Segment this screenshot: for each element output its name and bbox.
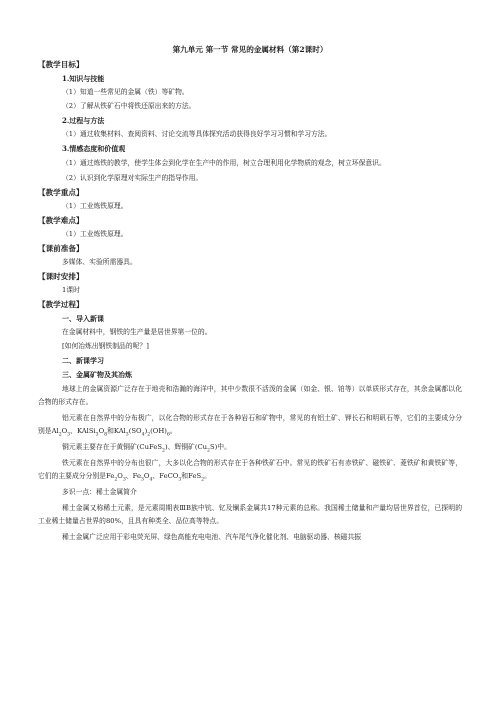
- paragraph-rare-earth-intro: 稀土金属又称稀土元素，是元素周期表ⅢB族中钪、钇及镧系金属共17种元素的总称。我国稀土储量和产量均居世界首位，已探明的工业稀土储量占世界的80%，且具有种类全、品位高等特点。: [38, 504, 462, 525]
- goals-s3-item-1: （1）通过炼铁的教学，使学生体会到化学在生产中的作用，树立合理利用化学物质的观念，树立环保意识。: [62, 159, 386, 167]
- paragraph-copper: 铜元素主要存在于黄铜矿(CuFeS$_2$)、辉铜矿$(Cu_2S)$中。: [62, 443, 231, 454]
- formula-cufes2: (CuFeS$_2$): [136, 443, 168, 454]
- part1-title: 一、导入新课: [62, 314, 104, 323]
- difficult-item: （1）工业炼铁原理。: [62, 230, 128, 238]
- paragraph-aluminium: 铝元素在自然界中的分布极广，以化合物的形式存在于各种岩石和矿物中，常见的有铝土矿、钾长石和明矾石等，它们的主要成分分别是$Al_2O_3$、$KAlSi_3O_8$和$KAl_3(SO_4)_2(OH)_6$。: [38, 414, 462, 438]
- formula-feco3: FeCO$_3$: [159, 472, 182, 483]
- document: [38, 44, 462, 547]
- formula-alunite: $KAl_3(SO_4)_2(OH)_6$: [113, 427, 170, 438]
- part3-title: 三、金属矿物及其冶炼: [62, 370, 132, 379]
- paragraph-metal-resources: 地球上的金属资源广泛存在于地壳和浩瀚的海洋中，其中少数很不活泼的金属（如金、银、铂等）以单质形式存在，其余金属都以化合物的形式存在。: [38, 385, 462, 406]
- goals-heading: 【教学目标】: [38, 60, 84, 69]
- prep-item: 多媒体、实验所需器具。: [62, 258, 137, 266]
- difficult-heading: 【教学难点】: [38, 216, 84, 225]
- schedule-heading: 【课时安排】: [38, 272, 84, 281]
- formula-fes2: FeS$_2$: [188, 472, 205, 483]
- part1-line-1: 在金属材料中，钢铁的生产量是居世界第一位的。: [62, 328, 212, 336]
- formula-fe3o4: $Fe_3O_4$: [132, 472, 153, 483]
- goals-s2-item-1: （1）通过收集材料、查阅资料、讨论交流等具体探究活动获得良好学习习惯和学习方法。: [62, 130, 332, 138]
- part1-line-2: [如何冶炼出钢铁制品的呢？]: [62, 342, 149, 350]
- goals-s3-item-2: （2）认识到化学原理对实际生产的指导作用。: [62, 174, 203, 182]
- key-item: （1）工业炼铁原理。: [62, 202, 128, 210]
- formula-fe2o3: $Fe_2O_3$: [105, 472, 126, 483]
- paragraph-rare-earth-uses: 稀土金属广泛应用于彩电荧光屏、绿色高能充电电池、汽车尾气净化催化剂、电脑驱动器、核磁共振: [62, 533, 362, 541]
- formula-cu2s: $(Cu_2S)$: [194, 443, 218, 454]
- goals-s1-item-2: （2）了解从铁矿石中将铁还原出来的方法。: [62, 102, 196, 110]
- prep-heading: 【课前准备】: [38, 244, 84, 253]
- paragraph-rare-earth-title: 多识一点：稀土金属简介: [62, 488, 137, 496]
- goals-s1-item-1: （1）知道一些常见的金属（铁）等矿物。: [62, 88, 189, 96]
- schedule-item: 1课时: [62, 286, 80, 294]
- formula-kalsi3o8: $KAlSi_3O_8$: [76, 427, 108, 438]
- key-heading: 【教学重点】: [38, 188, 84, 197]
- process-heading: 【教学过程】: [38, 300, 84, 309]
- goals-s2-title: 2.过程与方法: [62, 116, 105, 125]
- page-title: 第九单元 第一节 常见的金属材料（第2课时）: [172, 45, 328, 54]
- part2-title: 二、新课学习: [62, 356, 104, 365]
- goals-s3-title: 3.情感态度和价值观: [62, 144, 126, 153]
- formula-al2o3: $Al_2O_3$: [51, 427, 71, 438]
- paragraph-iron: 铁元素在自然界中的分布也很广，大多以化合物的形式存在于各种铁矿石中。常见的铁矿石有赤铁矿、磁铁矿、菱铁矿和黄铁矿等，它们的主要成分分别是$Fe_2O_3$、$Fe_3O_4$、FeCO$_3$和FeS$_2$。: [38, 459, 462, 483]
- goals-s1-title: 1.知识与技能: [62, 74, 105, 83]
